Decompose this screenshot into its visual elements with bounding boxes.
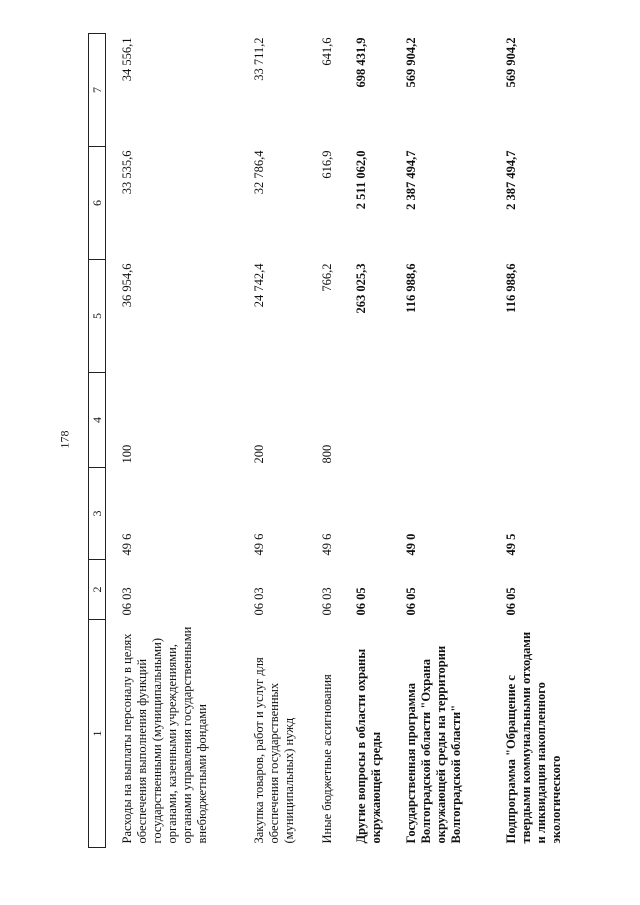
cell-target: 49 0 [403,533,418,556]
cell-amount-1: 766,2 [319,263,334,292]
cell-amount-2: 32 786,4 [251,150,266,195]
cell-amount-3: 34 556,1 [120,37,134,82]
cell-amount-1: 116 988,6 [403,263,418,313]
header-cell: 4 [89,373,106,468]
cell-type: 200 [251,444,266,464]
table-row [252,34,320,848]
table-row [106,34,252,848]
header-cell: 6 [89,147,106,260]
row-name: Расходы на выплаты персоналу в целях обеспечения выполнения функций государственными (муниципальными) органами, казенными учреждениями, органами управления государственными внебюджетными фондами [120,626,209,844]
cell-target: 49 6 [251,533,266,556]
cell-section: 06 03 [319,587,334,616]
cell-amount-3: 569 904,2 [503,37,518,88]
cell-amount-2: 33 535,6 [120,150,134,195]
cell-type: 100 [120,444,134,464]
table-row [404,34,504,848]
cell-section: 06 05 [503,587,518,616]
table-row [354,34,404,848]
row-name: Закупка товаров, работ и услуг для обеспечения государственных (муниципальных) нужд [251,657,296,844]
cell-amount-3: 33 711,2 [251,37,266,81]
cell-amount-3: 641,6 [319,37,334,66]
cell-amount-3: 569 904,2 [403,37,418,88]
cell-target: 49 6 [319,533,334,556]
header-cell: 1 [89,620,106,848]
cell-section: 06 03 [120,587,134,616]
header-cell: 2 [89,560,106,620]
page-number: 178 [57,430,72,449]
cell-section: 06 03 [251,587,266,616]
cell-amount-1: 263 025,3 [353,263,368,314]
header-cell: 5 [89,260,106,373]
cell-amount-3: 698 431,9 [353,37,368,88]
row-name: Подпрограмма "Обращение с твердыми коммунальными отходами и ликвидация накопленного экологического [503,631,563,844]
row-name: Государственная программа Волгоградской области "Охрана окружающей среды на территории Волгоградской области" [403,645,463,844]
row-name: Другие вопросы в области охраны окружающей среды [353,648,383,844]
cell-target: 49 5 [503,533,518,556]
table-row [504,34,589,848]
table-row [320,34,354,848]
cell-target [354,468,404,560]
header-cell: 3 [89,468,106,560]
row-name: Иные бюджетные ассигнования [319,674,334,844]
budget-table [88,33,589,848]
rotated-table-region [88,34,605,848]
header-row [89,34,106,848]
header-cell: 7 [89,34,106,147]
cell-type: 800 [319,444,334,464]
cell-amount-2: 2 387 494,7 [503,150,518,210]
cell-amount-2: 2 511 062,0 [353,150,368,210]
cell-section: 06 05 [403,587,418,616]
cell-section: 06 05 [353,587,368,616]
cell-target: 49 6 [120,533,134,556]
cell-type [354,373,404,468]
cell-amount-1: 116 988,6 [503,263,518,313]
cell-type [404,373,504,468]
cell-amount-2: 2 387 494,7 [403,150,418,210]
cell-type [504,373,589,468]
cell-amount-1: 24 742,4 [251,263,266,308]
cell-amount-1: 36 954,6 [120,263,134,308]
cell-amount-2: 616,9 [319,150,334,179]
